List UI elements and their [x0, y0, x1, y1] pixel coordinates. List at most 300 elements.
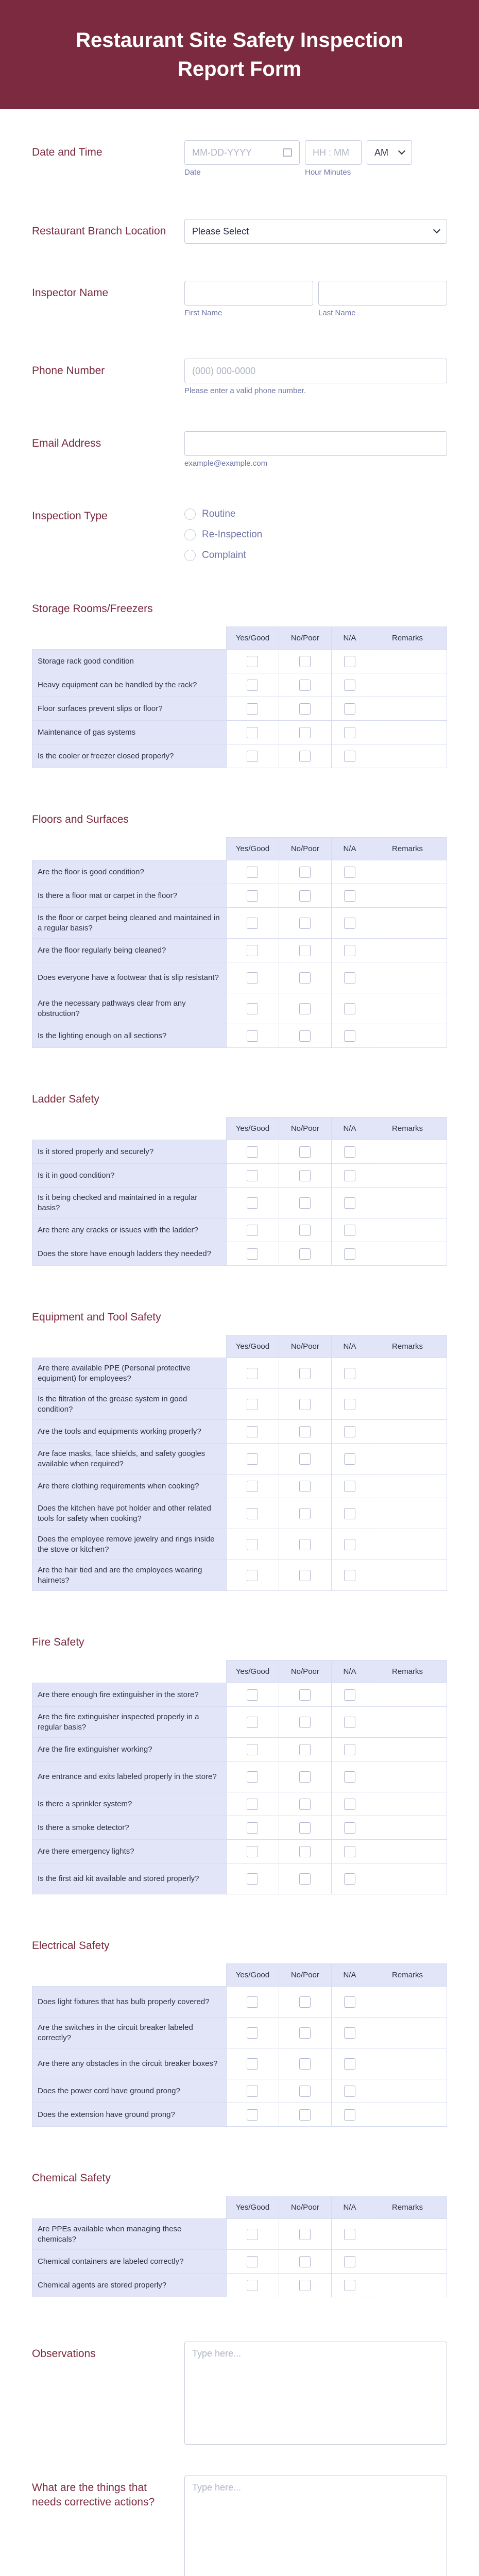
matrix-column-header: N/A — [331, 1660, 368, 1683]
matrix-row-label: Is there a floor mat or carpet in the floor? — [32, 884, 227, 908]
matrix-checkbox[interactable] — [344, 1717, 355, 1728]
remarks-cell[interactable] — [368, 908, 447, 939]
matrix-column-header: N/A — [331, 1117, 368, 1140]
matrix-row-label: Does the kitchen have pot holder and other related tools for safety when cooking? — [32, 1498, 227, 1529]
radio-circle[interactable] — [184, 529, 196, 540]
matrix-row — [32, 2018, 447, 2048]
remarks-cell[interactable] — [368, 1164, 447, 1188]
matrix-row-label: Floor surfaces prevent slips or floor? — [32, 697, 227, 721]
remarks-cell[interactable] — [368, 1761, 447, 1792]
matrix-checkbox[interactable] — [344, 1822, 355, 1834]
remarks-cell[interactable] — [368, 993, 447, 1024]
matrix-checkbox[interactable] — [247, 1846, 258, 1857]
matrix-row — [32, 2048, 447, 2079]
matrix-row-label: Is it in good condition? — [32, 1164, 227, 1188]
remarks-cell[interactable] — [368, 1140, 447, 1164]
matrix-row-label: Are there clothing requirements when cooking? — [32, 1475, 227, 1498]
matrix-row — [32, 1987, 447, 2018]
matrix-checkbox[interactable] — [247, 703, 258, 715]
matrix-checkbox[interactable] — [247, 1146, 258, 1158]
matrix-column-header: No/Poor — [279, 627, 331, 650]
remarks-cell[interactable] — [368, 1389, 447, 1420]
matrix-row-label: Are the floor is good condition? — [32, 860, 227, 884]
matrix-checkbox[interactable] — [247, 1453, 258, 1465]
matrix-checkbox[interactable] — [344, 1744, 355, 1755]
matrix-row-label: Are the fire extinguisher inspected properly in a regular basis? — [32, 1707, 227, 1738]
matrix-checkbox[interactable] — [247, 890, 258, 902]
remarks-cell[interactable] — [368, 2103, 447, 2127]
matrix-checkbox[interactable] — [299, 918, 311, 929]
matrix-checkbox[interactable] — [247, 1689, 258, 1701]
matrix-checkbox[interactable] — [247, 1822, 258, 1834]
corrective-textarea[interactable]: Type here... — [184, 2476, 447, 2576]
matrix-checkbox[interactable] — [299, 1744, 311, 1755]
matrix-checkbox[interactable] — [299, 1248, 311, 1260]
matrix-checkbox[interactable] — [247, 2256, 258, 2267]
matrix-checkbox[interactable] — [247, 867, 258, 878]
matrix-row-label: Is it being checked and maintained in a regular basis? — [32, 1188, 227, 1218]
matrix-checkbox[interactable] — [344, 2280, 355, 2291]
matrix-column-header: Remarks — [368, 1117, 447, 1140]
remarks-cell[interactable] — [368, 939, 447, 962]
matrix-checkbox[interactable] — [344, 945, 355, 956]
matrix-checkbox[interactable] — [247, 2109, 258, 2121]
remarks-cell[interactable] — [368, 2219, 447, 2250]
matrix-row — [32, 697, 447, 721]
remarks-cell[interactable] — [368, 2048, 447, 2079]
remarks-cell[interactable] — [368, 1707, 447, 1738]
matrix-section — [0, 2171, 479, 2297]
matrix-row-label: Are the fire extinguisher working? — [32, 1738, 227, 1761]
matrix-row — [32, 1560, 447, 1591]
matrix-row — [32, 908, 447, 939]
matrix-column-header: Remarks — [368, 1964, 447, 1987]
matrix-section — [0, 1310, 479, 1591]
matrix-checkbox[interactable] — [247, 1003, 258, 1014]
matrix-checkbox[interactable] — [247, 1030, 258, 1042]
matrix-checkbox[interactable] — [247, 1570, 258, 1581]
matrix-checkbox[interactable] — [299, 1570, 311, 1581]
matrix-checkbox[interactable] — [299, 656, 311, 667]
remarks-cell[interactable] — [368, 1188, 447, 1218]
matrix-column-header: Yes/Good — [227, 1660, 279, 1683]
radio-label: Re-Inspection — [202, 529, 263, 540]
matrix-checkbox[interactable] — [299, 867, 311, 878]
remarks-cell[interactable] — [368, 1529, 447, 1560]
matrix-row-label: Heavy equipment can be handled by the rack? — [32, 673, 227, 697]
radio-label: Routine — [202, 509, 236, 519]
matrix-checkbox[interactable] — [299, 727, 311, 738]
matrix-checkbox[interactable] — [344, 1170, 355, 1181]
matrix-row — [32, 1498, 447, 1529]
matrix-checkbox[interactable] — [299, 1539, 311, 1550]
matrix-table — [32, 1117, 447, 1266]
matrix-row — [32, 939, 447, 962]
matrix-row-label: Maintenance of gas systems — [32, 721, 227, 744]
matrix-checkbox[interactable] — [344, 1197, 355, 1209]
remarks-cell[interactable] — [368, 697, 447, 721]
matrix-row-label: Does the extension have ground prong? — [32, 2103, 227, 2127]
remarks-cell[interactable] — [368, 1560, 447, 1591]
matrix-row — [32, 1792, 447, 1816]
matrix-row-label: Are the tools and equipments working properly? — [32, 1420, 227, 1444]
remarks-cell[interactable] — [368, 1475, 447, 1498]
matrix-checkbox[interactable] — [247, 1799, 258, 1810]
ampm-select[interactable]: AM — [367, 140, 412, 165]
matrix-checkbox[interactable] — [247, 1539, 258, 1550]
matrix-row — [32, 1816, 447, 1840]
inspection-type-label: Inspection Type — [32, 510, 108, 522]
matrix-checkbox[interactable] — [299, 972, 311, 984]
remarks-cell[interactable] — [368, 884, 447, 908]
matrix-checkbox[interactable] — [344, 867, 355, 878]
matrix-checkbox[interactable] — [299, 1030, 311, 1042]
date-time-label: Date and Time — [32, 146, 102, 158]
matrix-checkbox[interactable] — [247, 680, 258, 691]
matrix-row — [32, 1420, 447, 1444]
matrix-checkbox[interactable] — [344, 680, 355, 691]
matrix-checkbox[interactable] — [247, 1481, 258, 1492]
matrix-checkbox[interactable] — [344, 1771, 355, 1783]
matrix-row — [32, 1840, 447, 1863]
matrix-checkbox[interactable] — [299, 1426, 311, 1437]
matrix-checkbox[interactable] — [299, 1146, 311, 1158]
email-label: Email Address — [32, 437, 101, 449]
matrix-checkbox[interactable] — [299, 703, 311, 715]
time-input[interactable]: HH : MM — [305, 140, 362, 165]
matrix-checkbox[interactable] — [247, 2058, 258, 2070]
matrix-checkbox[interactable] — [344, 703, 355, 715]
matrix-row-label: Are there enough fire extinguisher in the store? — [32, 1683, 227, 1707]
matrix-checkbox[interactable] — [344, 918, 355, 929]
matrix-checkbox[interactable] — [299, 1771, 311, 1783]
matrix-checkbox[interactable] — [299, 1996, 311, 2008]
inspector-last-name-input[interactable] — [318, 281, 447, 306]
matrix-checkbox[interactable] — [344, 1146, 355, 1158]
matrix-checkbox[interactable] — [247, 1717, 258, 1728]
matrix-checkbox[interactable] — [344, 1399, 355, 1410]
matrix-checkbox[interactable] — [344, 751, 355, 762]
remarks-cell[interactable] — [368, 1863, 447, 1894]
matrix-checkbox[interactable] — [247, 1225, 258, 1236]
matrix-checkbox[interactable] — [344, 1508, 355, 1519]
phone-question: Phone Number (000) 000-0000 Please enter a valid phone number. — [0, 359, 479, 395]
matrix-checkbox[interactable] — [344, 890, 355, 902]
matrix-title: Fire Safety — [32, 1636, 84, 1648]
matrix-checkbox[interactable] — [344, 1426, 355, 1437]
matrix-row — [32, 1444, 447, 1475]
matrix-checkbox[interactable] — [247, 1771, 258, 1783]
email-question: Email Address example@example.com — [0, 431, 479, 468]
matrix-checkbox[interactable] — [247, 1996, 258, 2008]
phone-input[interactable]: (000) 000-0000 — [184, 359, 447, 383]
matrix-row — [32, 860, 447, 884]
matrix-checkbox[interactable] — [247, 945, 258, 956]
matrix-title: Equipment and Tool Safety — [32, 1311, 161, 1323]
remarks-cell[interactable] — [368, 2079, 447, 2103]
matrix-checkbox[interactable] — [344, 1225, 355, 1236]
matrix-column-header: No/Poor — [279, 838, 331, 860]
matrix-title: Ladder Safety — [32, 1093, 99, 1105]
matrix-checkbox[interactable] — [344, 1003, 355, 1014]
matrix-checkbox[interactable] — [299, 1822, 311, 1834]
matrix-title: Floors and Surfaces — [32, 814, 129, 825]
matrix-checkbox[interactable] — [299, 2027, 311, 2039]
matrix-checkbox[interactable] — [247, 727, 258, 738]
remarks-cell[interactable] — [368, 1358, 447, 1389]
matrix-checkbox[interactable] — [344, 1873, 355, 1885]
observations-textarea[interactable]: Type here... — [184, 2342, 447, 2445]
matrix-checkbox[interactable] — [247, 1744, 258, 1755]
matrix-checkbox[interactable] — [344, 656, 355, 667]
matrix-row — [32, 721, 447, 744]
matrix-section — [0, 1092, 479, 1266]
matrix-checkbox[interactable] — [299, 1170, 311, 1181]
matrix-checkbox[interactable] — [344, 1539, 355, 1550]
matrix-row — [32, 1024, 447, 1048]
matrix-checkbox[interactable] — [299, 1508, 311, 1519]
matrix-row-label: Are there emergency lights? — [32, 1840, 227, 1863]
corrective-question: What are the things that needs corrective actions? Type here... — [0, 2476, 479, 2576]
date-time-question: Date and Time MM-DD-YYYY Date HH : MM Hour Minutes AM — [0, 140, 479, 177]
matrix-row-label: Storage rack good condition — [32, 650, 227, 673]
remarks-cell[interactable] — [368, 1840, 447, 1863]
matrix-section — [0, 812, 479, 1048]
matrix-checkbox[interactable] — [344, 2256, 355, 2267]
matrix-checkbox[interactable] — [247, 2027, 258, 2039]
matrix-checkbox[interactable] — [299, 1689, 311, 1701]
matrix-checkbox[interactable] — [344, 1248, 355, 1260]
matrix-column-header: Yes/Good — [227, 627, 279, 650]
matrix-row — [32, 2219, 447, 2250]
matrix-table — [32, 837, 447, 1048]
matrix-checkbox[interactable] — [247, 1197, 258, 1209]
inspection-type-option[interactable] — [184, 524, 447, 545]
matrix-checkbox[interactable] — [344, 1996, 355, 2008]
matrix-column-header: N/A — [331, 838, 368, 860]
remarks-cell[interactable] — [368, 1816, 447, 1840]
matrix-checkbox[interactable] — [247, 656, 258, 667]
branch-select[interactable]: Please Select — [184, 219, 447, 244]
matrix-checkbox[interactable] — [247, 1368, 258, 1379]
matrix-checkbox[interactable] — [247, 1873, 258, 1885]
matrix-row-label: Are PPEs available when managing these chemicals? — [32, 2219, 227, 2250]
matrix-column-header: N/A — [331, 2196, 368, 2219]
remarks-cell[interactable] — [368, 744, 447, 768]
matrix-row-label: Does light fixtures that has bulb properly covered? — [32, 1987, 227, 2018]
matrix-checkbox[interactable] — [299, 2229, 311, 2240]
matrix-column-header: Remarks — [368, 1660, 447, 1683]
matrix-checkbox[interactable] — [344, 2027, 355, 2039]
matrix-checkbox[interactable] — [299, 2256, 311, 2267]
matrix-checkbox[interactable] — [299, 890, 311, 902]
remarks-cell[interactable] — [368, 1987, 447, 2018]
matrix-checkbox[interactable] — [299, 1873, 311, 1885]
matrix-checkbox[interactable] — [247, 1508, 258, 1519]
matrix-checkbox[interactable] — [299, 945, 311, 956]
matrix-checkbox[interactable] — [247, 972, 258, 984]
matrix-checkbox[interactable] — [247, 2280, 258, 2291]
matrix-checkbox[interactable] — [344, 1846, 355, 1857]
matrix-checkbox[interactable] — [299, 1717, 311, 1728]
email-input[interactable] — [184, 431, 447, 456]
matrix-row-label: Chemical agents are stored properly? — [32, 2274, 227, 2297]
matrix-row-label: Chemical containers are labeled correctly? — [32, 2250, 227, 2274]
remarks-cell[interactable] — [368, 860, 447, 884]
matrix-row — [32, 2274, 447, 2297]
remarks-cell[interactable] — [368, 1498, 447, 1529]
matrix-row — [32, 1242, 447, 1266]
matrix-row-label: Are there any cracks or issues with the ladder? — [32, 1218, 227, 1242]
matrix-row-label: Are face masks, face shields, and safety googles available when required? — [32, 1444, 227, 1475]
inspection-type-option[interactable] — [184, 504, 447, 524]
matrix-checkbox[interactable] — [344, 972, 355, 984]
matrix-checkbox[interactable] — [247, 2229, 258, 2240]
matrix-checkbox[interactable] — [344, 2109, 355, 2121]
radio-circle[interactable] — [184, 509, 196, 520]
matrix-checkbox[interactable] — [299, 2058, 311, 2070]
remarks-cell[interactable] — [368, 673, 447, 697]
matrix-row-label: Does the power cord have ground prong? — [32, 2079, 227, 2103]
matrix-column-header: Yes/Good — [227, 1964, 279, 1987]
remarks-cell[interactable] — [368, 1024, 447, 1048]
matrix-row-label: Are entrance and exits labeled properly in the store? — [32, 1761, 227, 1792]
matrix-checkbox[interactable] — [299, 1481, 311, 1492]
remarks-cell[interactable] — [368, 1683, 447, 1707]
branch-label: Restaurant Branch Location — [32, 225, 166, 237]
remarks-cell[interactable] — [368, 2250, 447, 2274]
matrix-checkbox[interactable] — [247, 1426, 258, 1437]
calendar-icon — [283, 148, 292, 157]
matrix-row — [32, 1140, 447, 1164]
matrix-column-header: Yes/Good — [227, 1335, 279, 1358]
remarks-cell[interactable] — [368, 2018, 447, 2048]
date-input[interactable]: MM-DD-YYYY — [184, 140, 300, 165]
matrix-row-label: Are there any obstacles in the circuit breaker boxes? — [32, 2048, 227, 2079]
inspector-name-question: Inspector Name First Name Last Name — [0, 281, 479, 317]
matrix-checkbox[interactable] — [344, 1481, 355, 1492]
matrix-row-label: Are the floor regularly being cleaned? — [32, 939, 227, 962]
radio-label: Complaint — [202, 550, 246, 561]
matrix-column-header: No/Poor — [279, 1117, 331, 1140]
matrix-column-header: No/Poor — [279, 1660, 331, 1683]
matrix-row-label: Is the floor or carpet being cleaned and maintained in a regular basis? — [32, 908, 227, 939]
remarks-cell[interactable] — [368, 721, 447, 744]
matrix-checkbox[interactable] — [299, 1225, 311, 1236]
matrix-checkbox[interactable] — [299, 1799, 311, 1810]
form-body — [0, 109, 479, 2576]
matrix-checkbox[interactable] — [344, 727, 355, 738]
matrix-checkbox[interactable] — [247, 1399, 258, 1410]
matrix-checkbox[interactable] — [344, 1689, 355, 1701]
matrix-row — [32, 993, 447, 1024]
matrix-checkbox[interactable] — [344, 1570, 355, 1581]
matrix-column-header: Yes/Good — [227, 2196, 279, 2219]
matrix-row — [32, 1683, 447, 1707]
radio-circle[interactable] — [184, 550, 196, 561]
matrix-section — [0, 1635, 479, 1894]
matrix-table — [32, 1335, 447, 1591]
inspector-name-label: Inspector Name — [32, 287, 109, 299]
remarks-cell[interactable] — [368, 650, 447, 673]
matrix-checkbox[interactable] — [299, 680, 311, 691]
remarks-cell[interactable] — [368, 1242, 447, 1266]
matrix-checkbox[interactable] — [344, 1368, 355, 1379]
inspector-first-name-input[interactable] — [184, 281, 313, 306]
matrix-sections — [0, 602, 479, 2342]
matrix-checkbox[interactable] — [344, 1799, 355, 1810]
form-title: Restaurant Site Safety Inspection Report Form — [76, 28, 403, 80]
inspection-type-options — [184, 504, 447, 566]
matrix-title: Electrical Safety — [32, 1940, 110, 1952]
inspection-type-option[interactable] — [184, 545, 447, 566]
matrix-row-label: Is there a sprinkler system? — [32, 1792, 227, 1816]
matrix-checkbox[interactable] — [299, 2086, 311, 2097]
matrix-checkbox[interactable] — [299, 1846, 311, 1857]
matrix-section — [0, 1939, 479, 2127]
matrix-table — [32, 2196, 447, 2297]
matrix-row — [32, 1475, 447, 1498]
matrix-row — [32, 1707, 447, 1738]
chevron-down-icon — [398, 147, 405, 155]
matrix-column-header: No/Poor — [279, 1964, 331, 1987]
matrix-checkbox[interactable] — [247, 2086, 258, 2097]
matrix-row-label: Is the lighting enough on all sections? — [32, 1024, 227, 1048]
matrix-column-header: Yes/Good — [227, 1117, 279, 1140]
matrix-row — [32, 673, 447, 697]
matrix-row-label: Is the filtration of the grease system in good condition? — [32, 1389, 227, 1420]
matrix-column-header: N/A — [331, 1964, 368, 1987]
matrix-title: Chemical Safety — [32, 2172, 111, 2184]
matrix-table — [32, 1963, 447, 2127]
matrix-checkbox[interactable] — [299, 1003, 311, 1014]
matrix-checkbox[interactable] — [247, 751, 258, 762]
matrix-checkbox[interactable] — [344, 2058, 355, 2070]
remarks-cell[interactable] — [368, 1738, 447, 1761]
remarks-cell[interactable] — [368, 1420, 447, 1444]
matrix-checkbox[interactable] — [299, 1399, 311, 1410]
matrix-checkbox[interactable] — [344, 1453, 355, 1465]
matrix-checkbox[interactable] — [344, 1030, 355, 1042]
remarks-cell[interactable] — [368, 962, 447, 993]
matrix-checkbox[interactable] — [299, 1368, 311, 1379]
matrix-column-header: Yes/Good — [227, 838, 279, 860]
matrix-checkbox[interactable] — [299, 1453, 311, 1465]
matrix-checkbox[interactable] — [299, 1197, 311, 1209]
matrix-row — [32, 1738, 447, 1761]
form-header — [0, 0, 479, 109]
matrix-row — [32, 650, 447, 673]
matrix-checkbox[interactable] — [247, 918, 258, 929]
remarks-cell[interactable] — [368, 1218, 447, 1242]
matrix-checkbox[interactable] — [247, 1170, 258, 1181]
matrix-checkbox[interactable] — [299, 2280, 311, 2291]
matrix-row — [32, 2103, 447, 2127]
matrix-row-label: Is it stored properly and securely? — [32, 1140, 227, 1164]
remarks-cell[interactable] — [368, 1792, 447, 1816]
remarks-cell[interactable] — [368, 2274, 447, 2297]
matrix-checkbox[interactable] — [344, 2229, 355, 2240]
matrix-row — [32, 1164, 447, 1188]
remarks-cell[interactable] — [368, 1444, 447, 1475]
matrix-checkbox[interactable] — [299, 2109, 311, 2121]
matrix-table — [32, 626, 447, 768]
matrix-checkbox[interactable] — [247, 1248, 258, 1260]
branch-question — [0, 219, 479, 244]
matrix-column-header: Remarks — [368, 1335, 447, 1358]
matrix-checkbox[interactable] — [344, 2086, 355, 2097]
matrix-checkbox[interactable] — [299, 751, 311, 762]
